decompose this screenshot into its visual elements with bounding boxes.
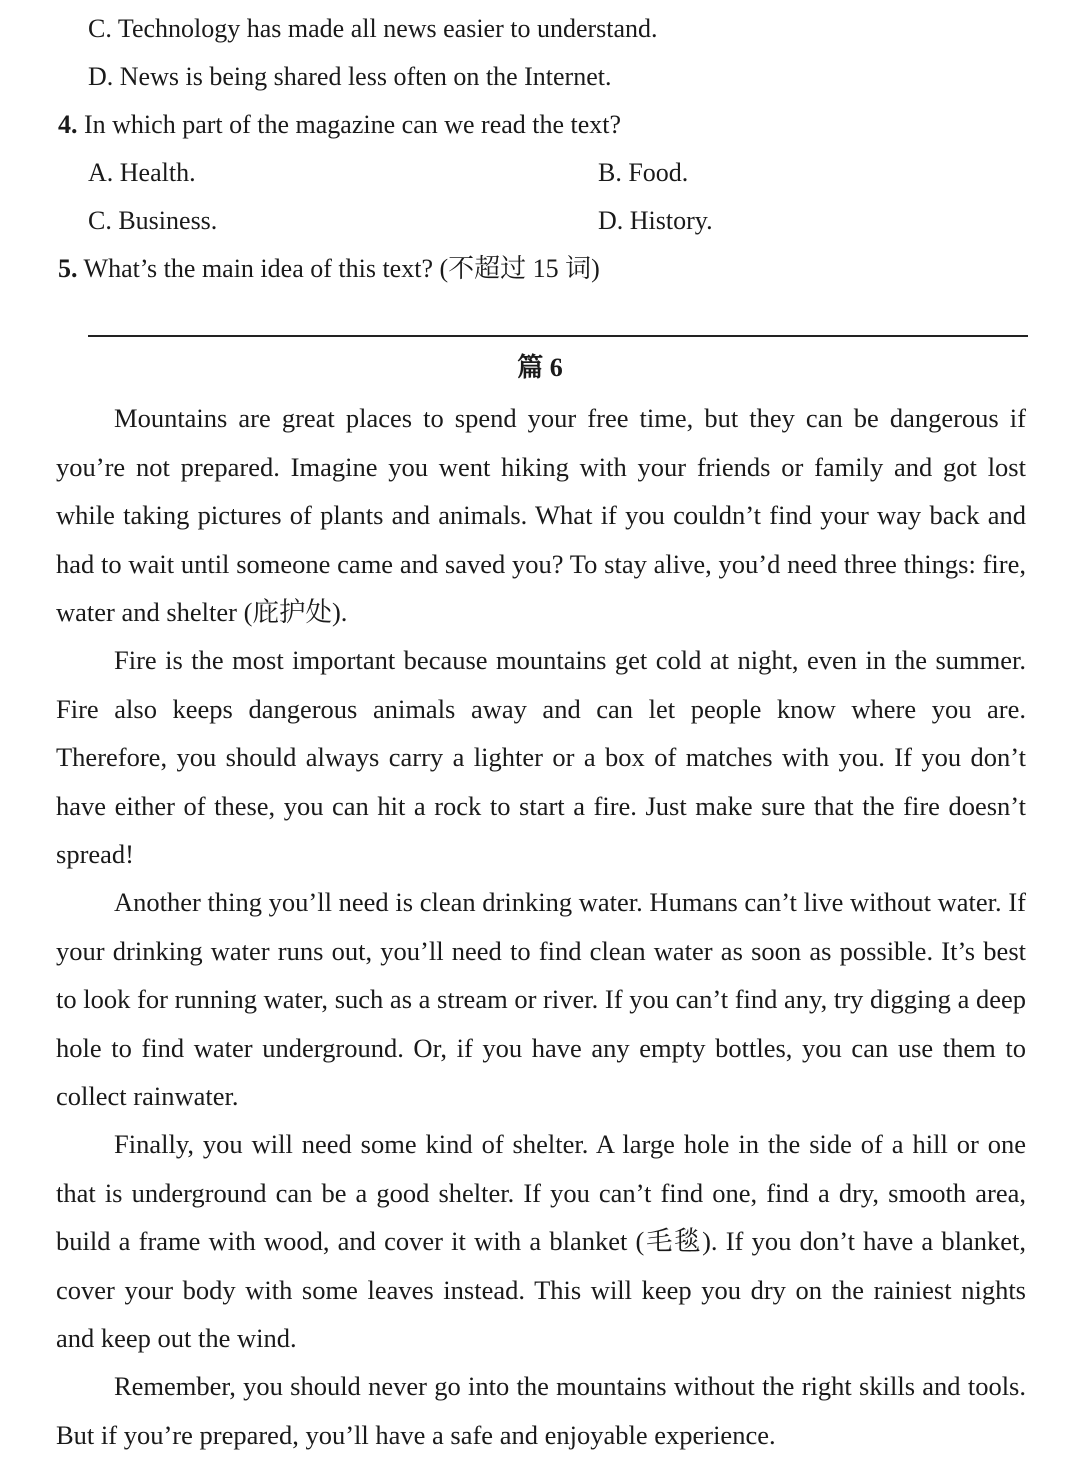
passage-paragraph-5: Remember, you should never go into the mountains without the right skills and tools. But if you’re prepared, you’ll have a safe and enjoyable experience. <box>56 1371 1026 1450</box>
q4-option-c: C. Business. <box>88 206 218 235</box>
q4-option-d: D. History. <box>598 206 713 235</box>
question-5-number: 5. <box>58 254 78 283</box>
question-4-text: In which part of the magazine can we read the text? <box>84 110 622 139</box>
section-title: 篇 6 <box>517 353 563 382</box>
question-5-text: What’s the main idea of this text? (不超过 15 词) <box>83 254 600 283</box>
question-5 <box>58 254 600 284</box>
q4-option-b: B. Food. <box>598 158 689 187</box>
question-4-number: 4. <box>58 110 78 139</box>
q3-option-d: D. News is being shared less often on the Internet. <box>88 62 612 91</box>
passage-paragraph-2: Fire is the most important because mountains get cold at night, even in the summer. Fire also keeps dangerous animals away and can let people know where you are. Therefore, you should always carry a lighter or a box of matches with you. If you don’t have either of these, you can hit a rock to start a fire. Just make sure that the fire doesn’t spread! <box>56 645 1026 869</box>
question-4 <box>58 110 621 140</box>
answer-line-divider <box>88 335 1028 337</box>
q4-option-a: A. Health. <box>88 158 196 187</box>
q3-option-c: C. Technology has made all news easier to understand. <box>88 14 658 43</box>
passage-paragraph-3: Another thing you’ll need is clean drinking water. Humans can’t live without water. If your drinking water runs out, you’ll need to find clean water as soon as possible. It’s best to look for running water, such as a stream or river. If you can’t find any, try digging a deep hole to find water underground. Or, if you have any empty bottles, you can use them to collect rainwater. <box>56 887 1026 1111</box>
passage-paragraph-4: Finally, you will need some kind of shelter. A large hole in the side of a hill or one that is underground can be a good shelter. If you can’t find one, find a dry, smooth area, build a frame with wood, and cover it with a blanket (毛毯). If you don’t have a blanket, cover your body with some leaves instead. This will keep you dry on the rainiest nights and keep out the wind. <box>56 1129 1026 1353</box>
passage-paragraph-1: Mountains are great places to spend your free time, but they can be dangerous if you’re not prepared. Imagine you went hiking with your friends or family and got lost while taking pictures of plants and animals. What if you couldn’t find your way back and had to wait until someone came and saved you? To stay alive, you’d need three things: fire, water and shelter (庇护处). <box>56 403 1026 627</box>
